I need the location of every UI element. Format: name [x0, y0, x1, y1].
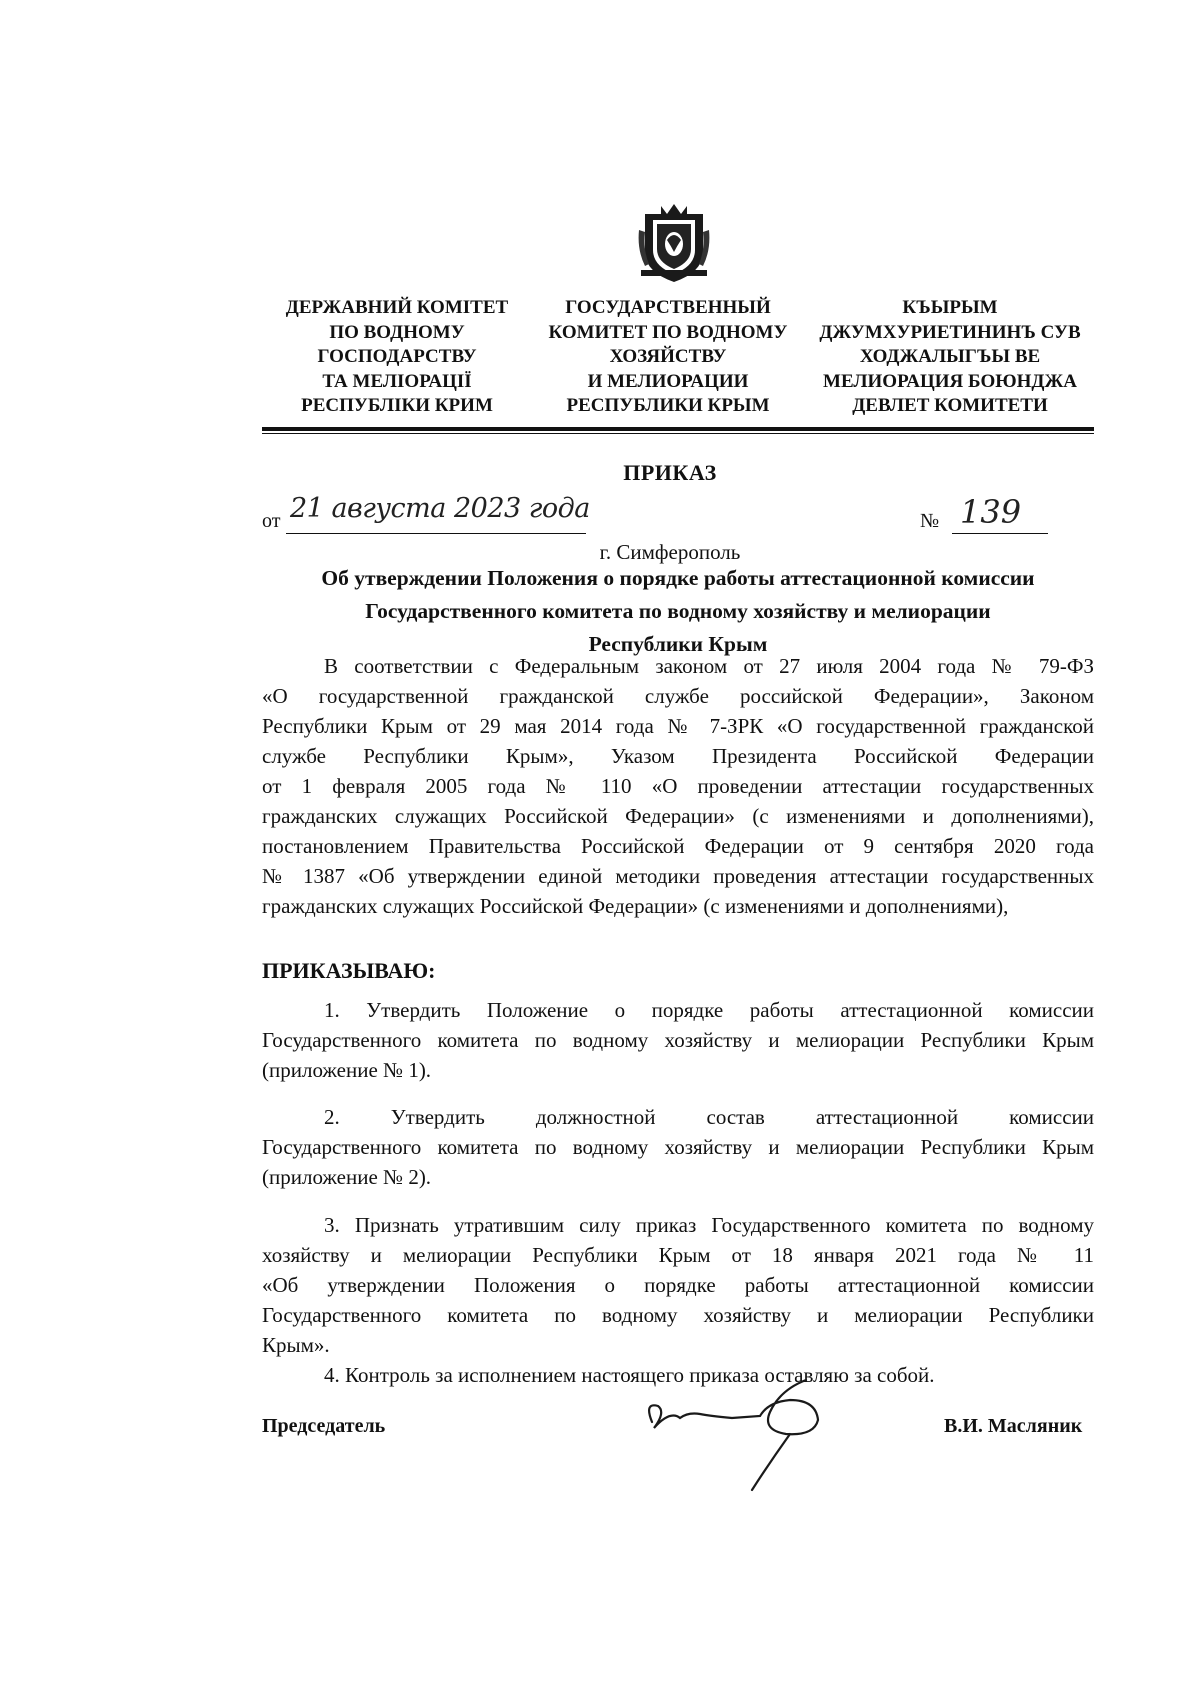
- signatory-name: В.И. Масляник: [944, 1415, 1083, 1437]
- title-line: Об утверждении Положения о порядке работы аттестационной комиссии: [321, 566, 1035, 590]
- number-label: №: [920, 510, 940, 532]
- org-line: ХОДЖАЛЫГЪЫ ВЕ: [859, 346, 1041, 367]
- title-line: Государственного комитета по водному хозяйству и мелиорации: [365, 599, 991, 623]
- org-name-russian: [538, 296, 798, 419]
- org-line: РЕСПУБЛИКИ КРЫМ: [566, 395, 770, 416]
- signatory-title: Председатель: [262, 1415, 386, 1437]
- item-line: (приложение № 1).: [262, 1058, 432, 1082]
- org-name-crimean-tatar: [800, 296, 1100, 419]
- preamble-line: гражданских служащих Российской Федерации» (с изменениями и дополнениями),: [262, 804, 1094, 828]
- item-line: Государственного комитета по водному хозяйству и мелиорации Республики Крым: [262, 1028, 1094, 1052]
- title-line: Республики Крым: [588, 632, 768, 656]
- org-line: И МЕЛИОРАЦИИ: [587, 370, 749, 392]
- org-line: ДЕРЖАВНИЙ КОМІТЕТ: [285, 297, 509, 318]
- org-line: ХОЗЯЙСТВУ: [609, 346, 727, 367]
- handwritten-number: 139: [960, 493, 1022, 531]
- date-label: от: [262, 510, 281, 532]
- org-name-ukrainian: [262, 296, 532, 419]
- item-line: Государственного комитета по водному хозяйству и мелиорации Республики Крым: [262, 1135, 1094, 1159]
- org-line: ТА МЕЛІОРАЦІЇ: [322, 370, 472, 392]
- preamble-line: № 1387 «Об утверждении единой методики проведения аттестации государственных: [262, 864, 1094, 888]
- document-type: ПРИКАЗ: [623, 460, 717, 485]
- preamble-line: В соответствии с Федеральным законом от 27 июля 2004 года № 79-ФЗ: [324, 654, 1094, 678]
- org-line: КОМИТЕТ ПО ВОДНОМУ: [548, 321, 788, 343]
- city: г. Симферополь: [599, 540, 741, 564]
- item-line: Государственного комитета по водному хозяйству и мелиорации Республики: [262, 1303, 1094, 1327]
- order-word: ПРИКАЗЫВАЮ:: [262, 958, 436, 983]
- signature-icon: [640, 1372, 870, 1492]
- document-title: [262, 562, 1094, 661]
- org-line: МЕЛИОРАЦИЯ БОЮНДЖА: [823, 370, 1077, 392]
- preamble-line: «О государственной гражданской службе российской Федерации», Законом: [262, 684, 1094, 708]
- preamble-line: постановлением Правительства Российской Федерации от 9 сентября 2020 года: [262, 834, 1094, 858]
- item-line: (приложение № 2).: [262, 1165, 432, 1189]
- date-underline: [286, 533, 586, 534]
- order-item-1: [262, 995, 1094, 1085]
- header-divider-thick: [262, 427, 1094, 431]
- handwritten-date: 21 августа 2023 года: [290, 493, 590, 524]
- org-line: ГОСУДАРСТВЕННЫЙ: [565, 297, 771, 318]
- item-line: 1. Утвердить Положение о порядке работы аттестационной комиссии: [324, 998, 1094, 1022]
- preamble-line: гражданских служащих Российской Федерации» (с изменениями и дополнениями),: [262, 894, 1009, 918]
- preamble-line: от 1 февраля 2005 года № 110 «О проведении аттестации государственных: [262, 774, 1094, 798]
- org-line: КЪЫРЫМ: [902, 297, 998, 318]
- preamble: [262, 651, 1094, 921]
- header-divider-thin: [262, 433, 1094, 434]
- org-line: ДЕВЛЕТ КОМИТЕТИ: [852, 395, 1048, 416]
- item-line: 3. Признать утратившим силу приказ Государственного комитета по водному: [324, 1213, 1094, 1237]
- preamble-line: службе Республики Крым», Указом Президента Российской Федерации: [262, 744, 1094, 768]
- preamble-line: Республики Крым от 29 мая 2014 года № 7-ЗРК «О государственной гражданской: [262, 714, 1094, 738]
- order-item-2: [262, 1102, 1094, 1192]
- item-line: хозяйству и мелиорации Республики Крым от 18 января 2021 года № 11: [262, 1243, 1094, 1267]
- item-line: 2. Утвердить должностной состав аттестационной комиссии: [324, 1105, 1094, 1129]
- crimea-coat-of-arms-icon: [637, 200, 711, 284]
- org-line: ПО ВОДНОМУ: [329, 321, 465, 343]
- item-line: 4. Контроль за исполнением настоящего приказа оставляю за собой.: [324, 1363, 935, 1387]
- number-underline: [952, 533, 1048, 534]
- org-line: РЕСПУБЛІКИ КРИМ: [301, 395, 493, 416]
- org-line: ГОСПОДАРСТВУ: [317, 346, 477, 367]
- item-line: Крым».: [262, 1333, 330, 1357]
- order-item-3: [262, 1210, 1094, 1360]
- org-line: ДЖУМХУРИЕТИНИНЪ СУВ: [819, 321, 1081, 343]
- item-line: «Об утверждении Положения о порядке работы аттестационной комиссии: [262, 1273, 1094, 1297]
